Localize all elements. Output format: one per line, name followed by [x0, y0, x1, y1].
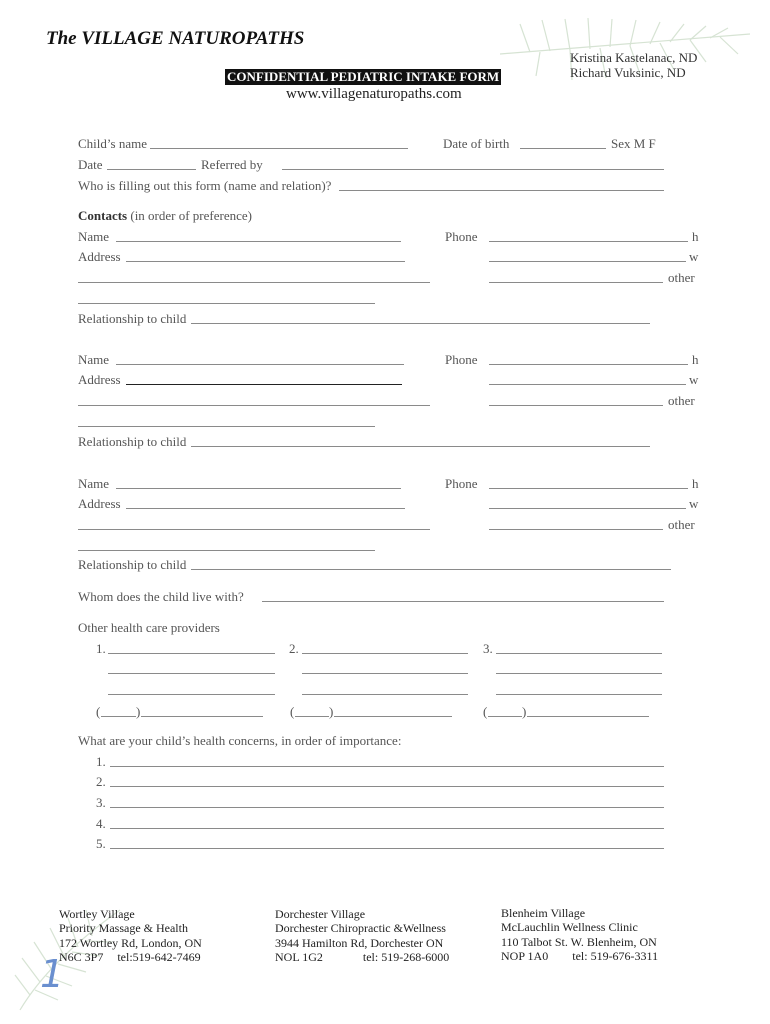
phone-home-label: h	[692, 352, 699, 367]
phone-home-label: h	[692, 476, 699, 491]
phone-home-label: h	[692, 229, 699, 244]
phone-home-field[interactable]	[489, 488, 688, 489]
contact-name-field[interactable]	[116, 488, 401, 489]
provider-field[interactable]	[496, 653, 662, 654]
concern-field[interactable]	[110, 786, 664, 787]
phone-home-field[interactable]	[489, 364, 688, 365]
contact-address-field[interactable]	[126, 508, 405, 509]
contact-name-field[interactable]	[116, 364, 404, 365]
location-line: Dorchester Chiropractic &Wellness	[275, 921, 446, 936]
phone-work-label: w	[689, 249, 699, 264]
relationship-label: Relationship to child	[78, 311, 187, 326]
phone-other-label: other	[668, 393, 695, 408]
provider-phone-field[interactable]	[527, 716, 649, 717]
contacts-heading	[78, 208, 252, 224]
footer-location	[59, 907, 202, 964]
provider-paren-open: (	[483, 704, 488, 719]
concern-number: 5.	[96, 836, 106, 851]
child-name-field[interactable]	[150, 148, 408, 149]
phone-work-field[interactable]	[489, 261, 686, 262]
contact-address-field-3[interactable]	[78, 303, 375, 304]
clinic-name: The VILLAGE NATUROPATHS	[46, 28, 305, 49]
relationship-label: Relationship to child	[78, 434, 187, 449]
location-line: Wortley Village	[59, 907, 135, 921]
contact-name-label: Name	[78, 352, 110, 367]
location-line: 3944 Hamilton Rd, Dorchester ON	[275, 935, 444, 950]
contact-address-field-2[interactable]	[78, 405, 430, 406]
contact-address-field-3[interactable]	[78, 550, 375, 551]
live-with-field[interactable]	[262, 601, 664, 602]
contact-address-label: Address	[78, 372, 121, 387]
contacts-heading-note: (in order of preference)	[130, 208, 252, 223]
sex-label[interactable]: Sex M F	[611, 136, 656, 151]
provider-phone-field[interactable]	[334, 716, 452, 717]
footer-location	[275, 907, 449, 964]
doctors-list	[570, 50, 697, 80]
location-line: Priority Massage & Health	[59, 921, 188, 936]
phone-other-label: other	[668, 517, 695, 532]
concern-number: 3.	[96, 795, 106, 810]
contacts-heading-text: Contacts	[78, 208, 128, 223]
filling-field[interactable]	[339, 190, 664, 191]
provider-area-code-field[interactable]	[101, 716, 136, 717]
provider-field[interactable]	[496, 673, 662, 674]
provider-field[interactable]	[108, 694, 275, 695]
phone-other-field[interactable]	[489, 282, 663, 283]
provider-paren-close: )	[329, 704, 334, 719]
concern-field[interactable]	[110, 807, 664, 808]
provider-field[interactable]	[108, 653, 275, 654]
concern-field[interactable]	[110, 766, 664, 767]
contact-address-field-3[interactable]	[78, 426, 375, 427]
provider-area-code-field[interactable]	[295, 716, 329, 717]
phone-home-field[interactable]	[489, 241, 688, 242]
form-title: CONFIDENTIAL PEDIATRIC INTAKE FORM	[227, 69, 500, 84]
relationship-field[interactable]	[191, 323, 650, 324]
contact-address-field-2[interactable]	[78, 282, 430, 283]
phone-label: Phone	[445, 476, 478, 491]
provider-field[interactable]	[302, 653, 468, 654]
date-label: Date	[78, 157, 103, 172]
phone-work-field[interactable]	[489, 508, 686, 509]
provider-field[interactable]	[302, 673, 468, 674]
provider-field[interactable]	[108, 673, 275, 674]
location-line: Blenheim Village	[501, 906, 586, 920]
location-line: McLauchlin Wellness Clinic	[501, 920, 638, 935]
phone-label: Phone	[445, 229, 478, 244]
contact-name-field[interactable]	[116, 241, 401, 242]
contact-address-field[interactable]	[126, 384, 402, 385]
footer-location	[501, 906, 658, 963]
contact-address-label: Address	[78, 249, 121, 264]
phone-work-label: w	[689, 496, 699, 511]
provider-number: 2.	[289, 641, 299, 656]
location-line: 110 Talbot St. W. Blenheim, ON	[501, 934, 657, 949]
dob-field[interactable]	[520, 148, 606, 149]
location-postal: N6C 3P7	[59, 949, 104, 964]
providers-label: Other health care providers	[78, 620, 220, 635]
location-tel: tel:519-642-7469	[117, 949, 201, 964]
contact-address-label: Address	[78, 496, 121, 511]
website-link[interactable]: www.villagenaturopaths.com	[286, 86, 462, 102]
provider-phone-field[interactable]	[141, 716, 263, 717]
provider-paren-close: )	[522, 704, 527, 719]
doctor-name: Richard Vuksinic, ND	[570, 65, 686, 80]
phone-work-label: w	[689, 372, 699, 387]
relationship-field[interactable]	[191, 446, 650, 447]
date-field[interactable]	[107, 169, 196, 170]
contact-address-field[interactable]	[126, 261, 405, 262]
provider-field[interactable]	[302, 694, 468, 695]
location-contact-line	[59, 950, 202, 964]
live-with-label: Whom does the child live with?	[78, 589, 244, 604]
filling-label: Who is filling out this form (name and relation)?	[78, 178, 332, 193]
phone-label: Phone	[445, 352, 478, 367]
location-line: Dorchester Village	[275, 907, 366, 921]
location-line: 172 Wortley Rd, London, ON	[59, 935, 202, 950]
contact-name-label: Name	[78, 476, 110, 491]
location-tel: tel: 519-676-3311	[572, 948, 659, 963]
location-postal: NOP 1A0	[501, 948, 549, 963]
provider-field[interactable]	[496, 694, 662, 695]
provider-number: 1.	[96, 641, 106, 656]
referred-label: Referred by	[201, 157, 263, 172]
provider-paren-open: (	[290, 704, 295, 719]
relationship-field[interactable]	[191, 569, 671, 570]
doctor-name: Kristina Kastelanac, ND	[570, 50, 698, 65]
relationship-label: Relationship to child	[78, 557, 187, 572]
provider-paren-close: )	[136, 704, 141, 719]
dob-label: Date of birth	[443, 136, 510, 151]
page-number: 1	[40, 952, 65, 996]
concerns-label: What are your child’s health concerns, in order of importance:	[78, 733, 402, 748]
child-name-label: Child’s name	[78, 136, 147, 151]
contact-address-field-2[interactable]	[78, 529, 430, 530]
concern-field[interactable]	[110, 848, 664, 849]
provider-number: 3.	[483, 641, 493, 656]
concern-number: 4.	[96, 816, 106, 831]
concern-field[interactable]	[110, 828, 664, 829]
location-postal: NOL 1G2	[275, 949, 323, 964]
phone-other-field[interactable]	[489, 405, 663, 406]
location-contact-line	[501, 949, 658, 963]
phone-work-field[interactable]	[489, 384, 686, 385]
referred-field[interactable]	[282, 169, 664, 170]
provider-paren-open: (	[96, 704, 101, 719]
location-tel: tel: 519-268-6000	[362, 949, 450, 964]
phone-other-field[interactable]	[489, 529, 663, 530]
phone-other-label: other	[668, 270, 695, 285]
concern-number: 1.	[96, 754, 106, 769]
provider-area-code-field[interactable]	[488, 716, 522, 717]
location-contact-line	[275, 950, 449, 964]
contact-name-label: Name	[78, 229, 110, 244]
concern-number: 2.	[96, 774, 106, 789]
